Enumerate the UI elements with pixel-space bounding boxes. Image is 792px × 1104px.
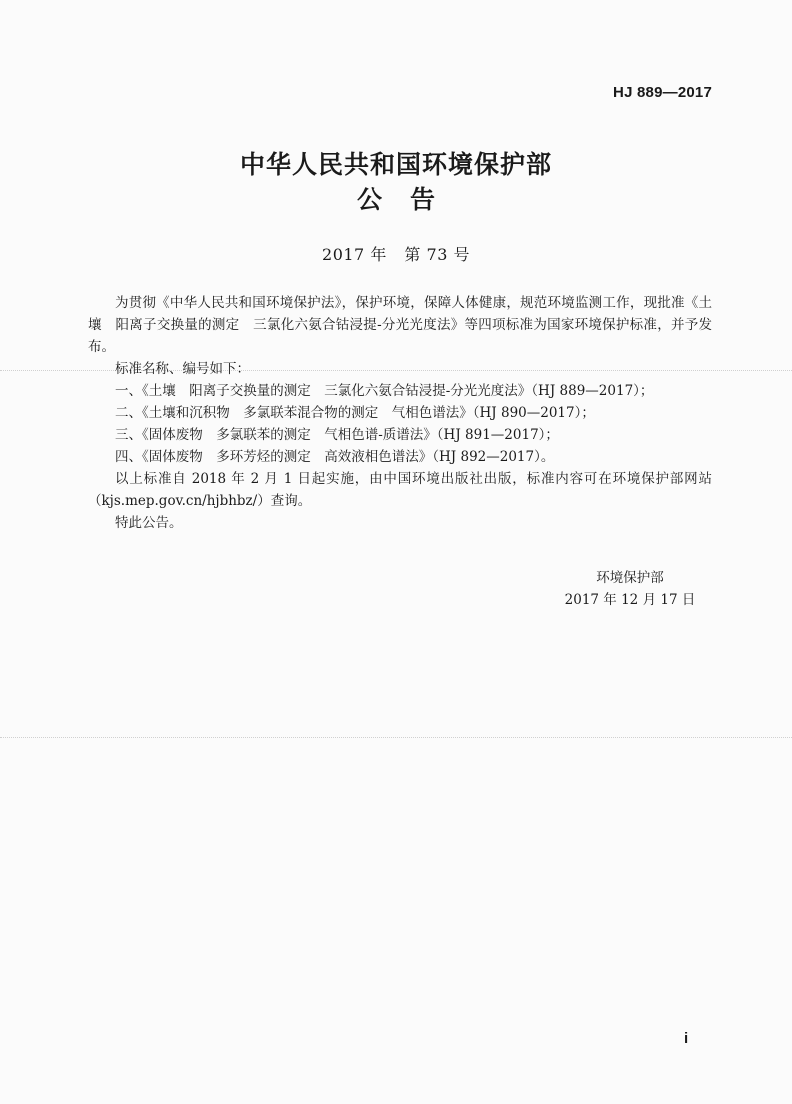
- standard-item: 三、《固体废物 多氯联苯的测定 气相色谱-质谱法》（HJ 891—2017）；: [115, 427, 559, 443]
- issuer: 环境保护部: [596, 570, 664, 586]
- closing-line: 特此公告。: [115, 515, 183, 531]
- list-heading: 标准名称、编号如下：: [115, 361, 250, 377]
- standard-item: 二、《土壤和沉积物 多氯联苯混合物的测定 气相色谱法》（HJ 890—2017）；: [115, 405, 595, 421]
- standard-item: 一、《土壤 阳离子交换量的测定 三氯化六氨合钴浸提-分光光度法》（HJ 889—2017）；: [115, 383, 654, 399]
- standard-item: 四、《固体废物 多环芳烃的测定 高效液相色谱法》（HJ 892—2017）。: [115, 449, 555, 465]
- standard-code: HJ 889—2017: [613, 84, 712, 101]
- signature-block: [560, 567, 700, 611]
- ministry-title: 中华人民共和国环境保护部: [239, 150, 552, 179]
- issue-date: 2017 年 12 月 17 日: [564, 592, 696, 608]
- implementation-paragraph: 以上标准自 2018 年 2 月 1 日起实施，由中国环境出版社出版，标准内容可在环境保护部网站（kjs.mep.gov.cn/hjbhbz/）查询。: [88, 471, 712, 509]
- issue-line: [0, 242, 792, 265]
- scan-artifact-line: [0, 737, 792, 738]
- intro-paragraph: 为贯彻《中华人民共和国环境保护法》，保护环境，保障人体健康，规范环境监测工作，现批准《土壤 阳离子交换量的测定 三氯化六氨合钴浸提-分光光度法》等四项标准为国家环境保护标准，并予发布。: [88, 295, 712, 355]
- issue-year: 2017 年: [322, 245, 387, 264]
- notice-body: [88, 292, 712, 534]
- issue-number: 第 73 号: [404, 245, 470, 264]
- page-number: i: [684, 1030, 689, 1047]
- notice-title: 公告: [356, 185, 463, 214]
